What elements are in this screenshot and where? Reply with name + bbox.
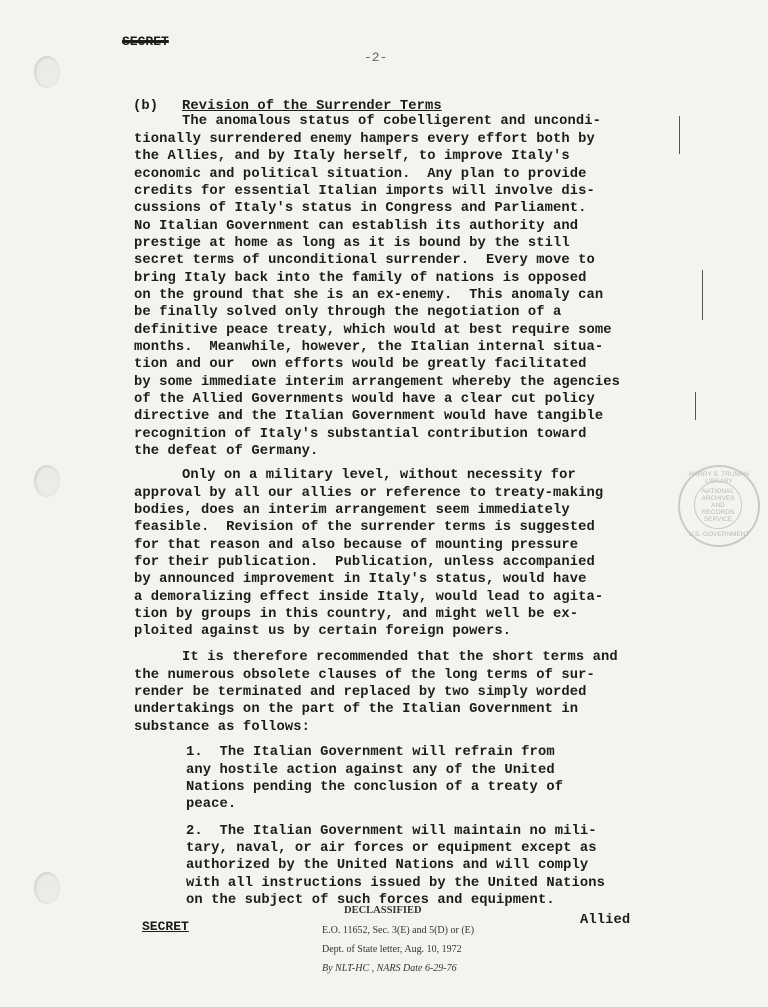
text-line: approval by all our allies or reference to treaty-making xyxy=(134,486,604,501)
declass-dept: Dept. of State letter, Aug. 10, 1972 xyxy=(322,944,462,955)
text-line: prestige at home as long as it is bound by the still xyxy=(134,236,570,251)
text-line: the defeat of Germany. xyxy=(134,444,319,459)
footer-classification: SECRET xyxy=(142,919,189,934)
text-line: credits for essential Italian imports will involve dis- xyxy=(134,184,595,199)
archive-stamp xyxy=(678,465,760,547)
declass-eo: E.O. 11652, Sec. 3(E) and 5(D) or (E) xyxy=(322,925,475,936)
text-line: 1. The Italian Government will refrain from xyxy=(186,745,555,760)
text-line: the Allies, and by Italy herself, to improve Italy's xyxy=(134,149,570,164)
text-line: cussions of Italy's status in Congress and Parliament. xyxy=(134,201,587,216)
struck-classification xyxy=(122,34,169,49)
text-line: a demoralizing effect inside Italy, would lead to agita- xyxy=(134,590,604,605)
text-line: undertakings on the part of the Italian Government in xyxy=(134,702,579,717)
punch-hole-bottom xyxy=(34,872,60,904)
margin-mark xyxy=(695,392,696,420)
text-line: directive and the Italian Government would have tangible xyxy=(134,409,604,424)
text-line: secret terms of unconditional surrender. Every move to xyxy=(134,253,595,268)
text-line: Nations pending the conclusion of a treaty of xyxy=(186,780,564,795)
text-line: tion and our own efforts would be greatly facilitated xyxy=(134,357,587,372)
text-line: economic and political situation. Any plan to provide xyxy=(134,167,587,182)
text-line: on the ground that she is an ex-enemy. This anomaly can xyxy=(134,288,604,303)
text-line: be finally solved only through the negotiation of a xyxy=(134,305,562,320)
text-line: ploited against us by certain foreign powers. xyxy=(134,624,512,639)
text-line: by announced improvement in Italy's status, would have xyxy=(134,572,587,587)
struck-classification-text: SECRET xyxy=(122,34,169,49)
text-line: months. Meanwhile, however, the Italian internal situa- xyxy=(134,340,604,355)
text-line: recognition of Italy's substantial contribution toward xyxy=(134,427,587,442)
text-line: bodies, does an interim arrangement seem immediately xyxy=(134,503,570,518)
text-line: render be terminated and replaced by two simply worded xyxy=(134,685,587,700)
text-line: definitive peace treaty, which would at best require some xyxy=(134,323,612,338)
punch-hole-middle xyxy=(34,465,60,497)
section-heading: Revision of the Surrender Terms xyxy=(182,99,442,114)
text-line: substance as follows: xyxy=(134,720,310,735)
margin-mark xyxy=(702,270,703,320)
text-line: on the subject of such forces and equipment. xyxy=(186,893,555,908)
text-line: bring Italy back into the family of nations is opposed xyxy=(134,271,587,286)
text-line: the numerous obsolete clauses of the long terms of sur- xyxy=(134,668,595,683)
stamp-text-bottom: U.S. GOVERNMENT xyxy=(688,531,750,538)
text-line: The anomalous status of cobelligerent and uncondi- xyxy=(182,114,601,129)
text-line: tary, naval, or air forces or equipment except as xyxy=(186,841,597,856)
stamp-text-top: HARRY S. TRUMAN LIBRARY xyxy=(689,471,749,485)
text-line: peace. xyxy=(186,797,237,812)
text-line: for their publication. Publication, unless accompanied xyxy=(134,555,595,570)
declass-title: DECLASSIFIED xyxy=(344,905,422,916)
text-line: 2. The Italian Government will maintain no mili- xyxy=(186,824,597,839)
stamp-text-mid: NATIONAL ARCHIVES AND RECORDS SERVICE xyxy=(701,487,735,523)
catchword: Allied xyxy=(580,913,631,928)
text-line: any hostile action against any of the United xyxy=(186,763,555,778)
section-label: (b) xyxy=(133,99,159,114)
text-line: for that reason and also because of mounting pressure xyxy=(134,538,579,553)
text-line: feasible. Revision of the surrender terms is suggested xyxy=(134,520,595,535)
text-line: by some immediate interim arrangement whereby the agencies xyxy=(134,375,621,390)
text-line: of the Allied Governments would have a clear cut policy xyxy=(134,392,595,407)
text-line: tion by groups in this country, and might well be ex- xyxy=(134,607,579,622)
text-line: No Italian Government can establish its authority and xyxy=(134,219,579,234)
declass-signature: By NLT-HC , NARS Date 6-29-76 xyxy=(322,963,457,974)
margin-mark xyxy=(679,116,680,154)
text-line: authorized by the United Nations and will comply xyxy=(186,858,589,873)
text-line: tionally surrendered enemy hampers every effort both by xyxy=(134,132,595,147)
text-line: It is therefore recommended that the short terms and xyxy=(182,650,618,665)
punch-hole-top xyxy=(34,56,60,88)
stamp-inner-ring xyxy=(694,481,742,529)
page-number: -2- xyxy=(364,50,388,65)
text-line: Only on a military level, without necessity for xyxy=(182,468,576,483)
text-line: with all instructions issued by the United Nations xyxy=(186,876,605,891)
